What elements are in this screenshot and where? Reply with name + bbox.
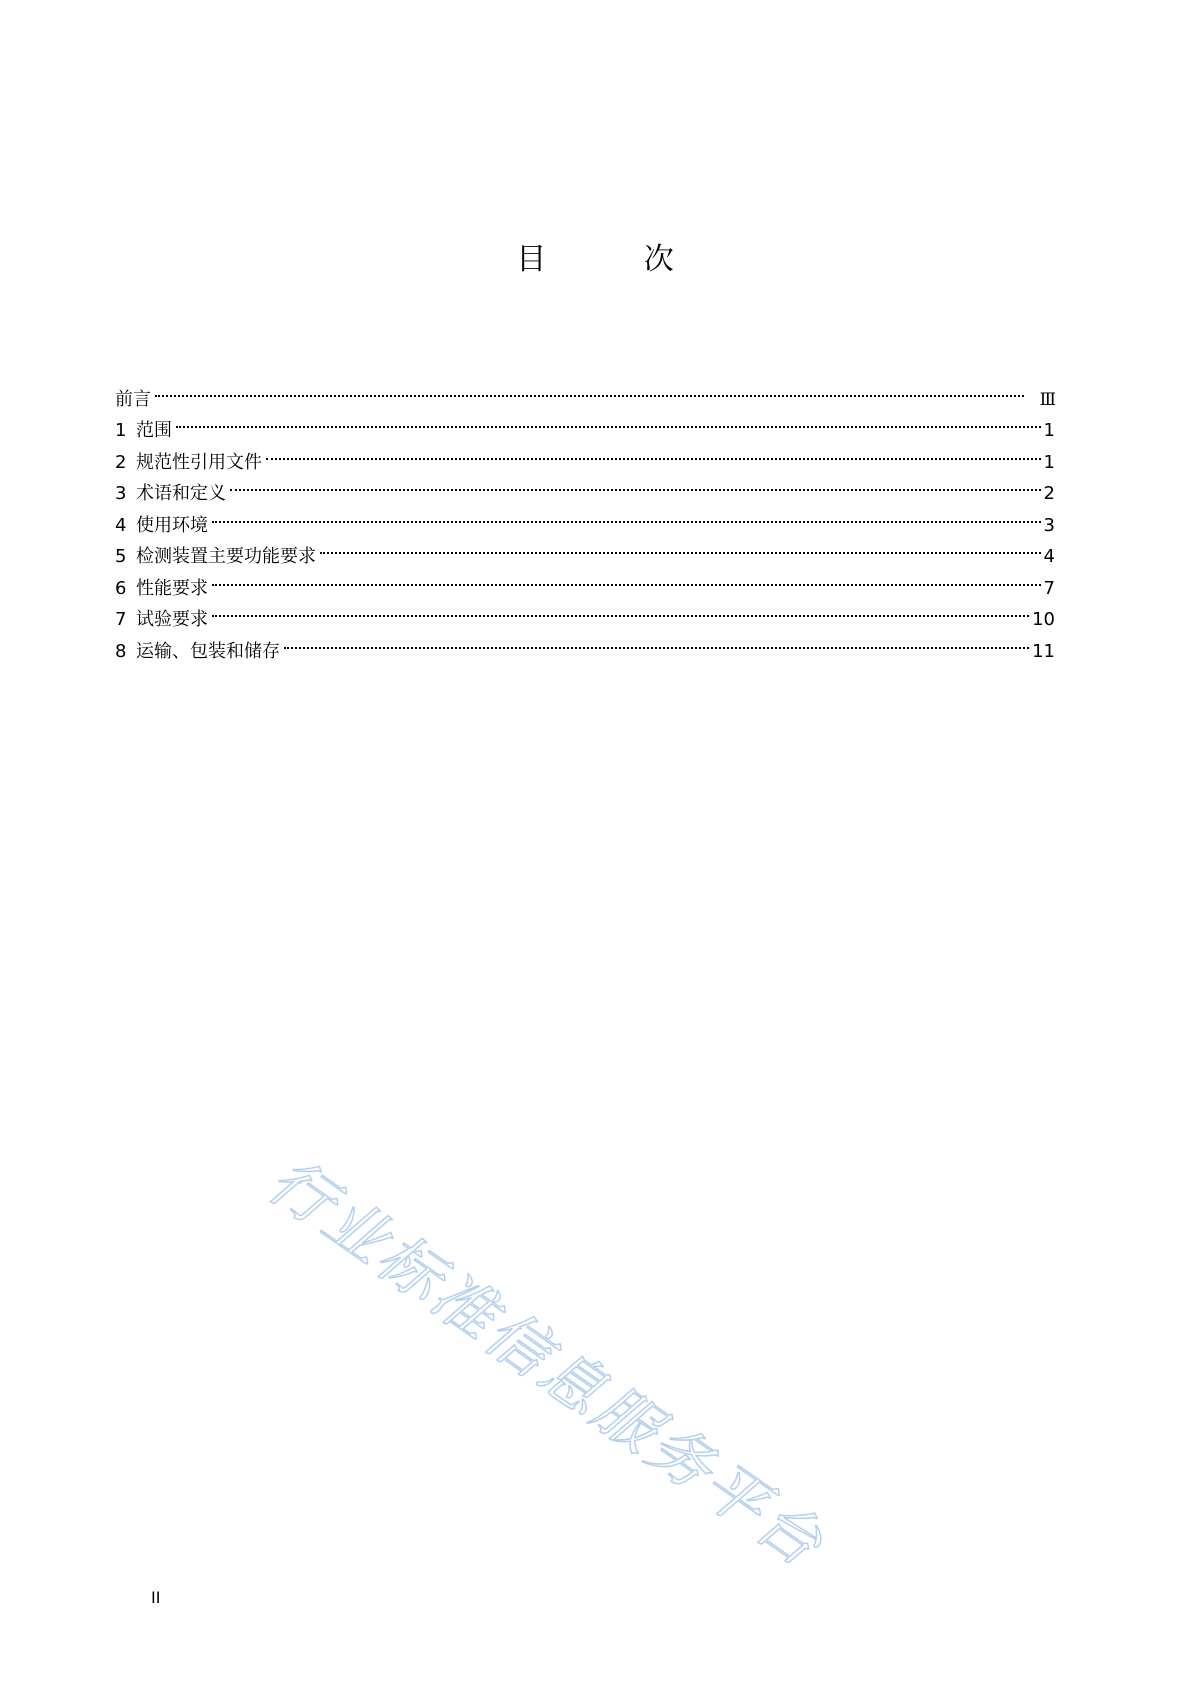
toc-entry-label: 使用环境 <box>136 514 208 536</box>
toc-dot-leader <box>176 405 1041 437</box>
toc-entry-label: 范围 <box>136 420 172 441</box>
toc-entry-environment[interactable] <box>115 499 1055 536</box>
toc-dot-leader <box>266 436 1041 468</box>
toc-entry-number: 8 <box>115 640 127 662</box>
toc-entry-page: 4 <box>1043 546 1055 567</box>
page-number: II <box>151 1588 161 1607</box>
toc-dot-leader <box>212 499 1041 531</box>
toc-entry-number: 3 <box>115 483 127 504</box>
toc-entry-number: 7 <box>115 609 127 630</box>
toc-entry-terms-definitions[interactable] <box>115 468 1055 504</box>
toc-dot-leader <box>212 594 1029 626</box>
toc-entry-scope[interactable] <box>115 405 1055 441</box>
toc-entry-page: 3 <box>1043 514 1055 536</box>
toc-dot-leader <box>155 373 1024 405</box>
toc-entry-page: 10 <box>1032 609 1055 630</box>
toc-entry-functional-requirements[interactable] <box>115 531 1055 567</box>
page-title: 目 次 <box>516 242 718 277</box>
toc-entry-label: 检测装置主要功能要求 <box>136 546 316 567</box>
toc-entry-label: 规范性引用文件 <box>136 451 262 473</box>
toc-entry-transport-storage[interactable] <box>115 625 1055 662</box>
toc-entry-page: 7 <box>1043 577 1055 599</box>
toc-entry-label: 运输、包装和储存 <box>136 640 280 662</box>
toc-entry-label: 试验要求 <box>136 609 208 630</box>
toc-entry-label: 术语和定义 <box>136 483 226 504</box>
table-of-contents <box>115 373 1055 662</box>
toc-entry-label: 性能要求 <box>136 577 208 599</box>
toc-entry-number: 5 <box>115 546 127 567</box>
toc-entry-page: 1 <box>1043 451 1055 473</box>
toc-entry-number: 4 <box>115 514 127 536</box>
toc-entry-page: 2 <box>1043 483 1055 504</box>
toc-dot-leader <box>320 531 1041 563</box>
toc-dot-leader <box>284 625 1029 657</box>
toc-entry-page: 1 <box>1043 420 1055 441</box>
watermark: 行业标准信息服务平台 <box>255 1143 839 1583</box>
toc-entry-number: 2 <box>115 451 127 473</box>
toc-entry-test-requirements[interactable] <box>115 594 1055 630</box>
toc-entry-page: 11 <box>1032 640 1055 662</box>
toc-entry-number: 1 <box>115 420 127 441</box>
toc-entry-normative-references[interactable] <box>115 436 1055 473</box>
toc-entry-performance-requirements[interactable] <box>115 562 1055 599</box>
toc-entry-page: Ⅲ <box>1039 389 1055 410</box>
toc-entry-foreword[interactable] <box>115 373 1055 410</box>
toc-entry-number: 6 <box>115 577 127 599</box>
toc-dot-leader <box>230 468 1041 500</box>
toc-entry-label: 前言 <box>115 388 151 410</box>
toc-dot-leader <box>212 562 1041 594</box>
